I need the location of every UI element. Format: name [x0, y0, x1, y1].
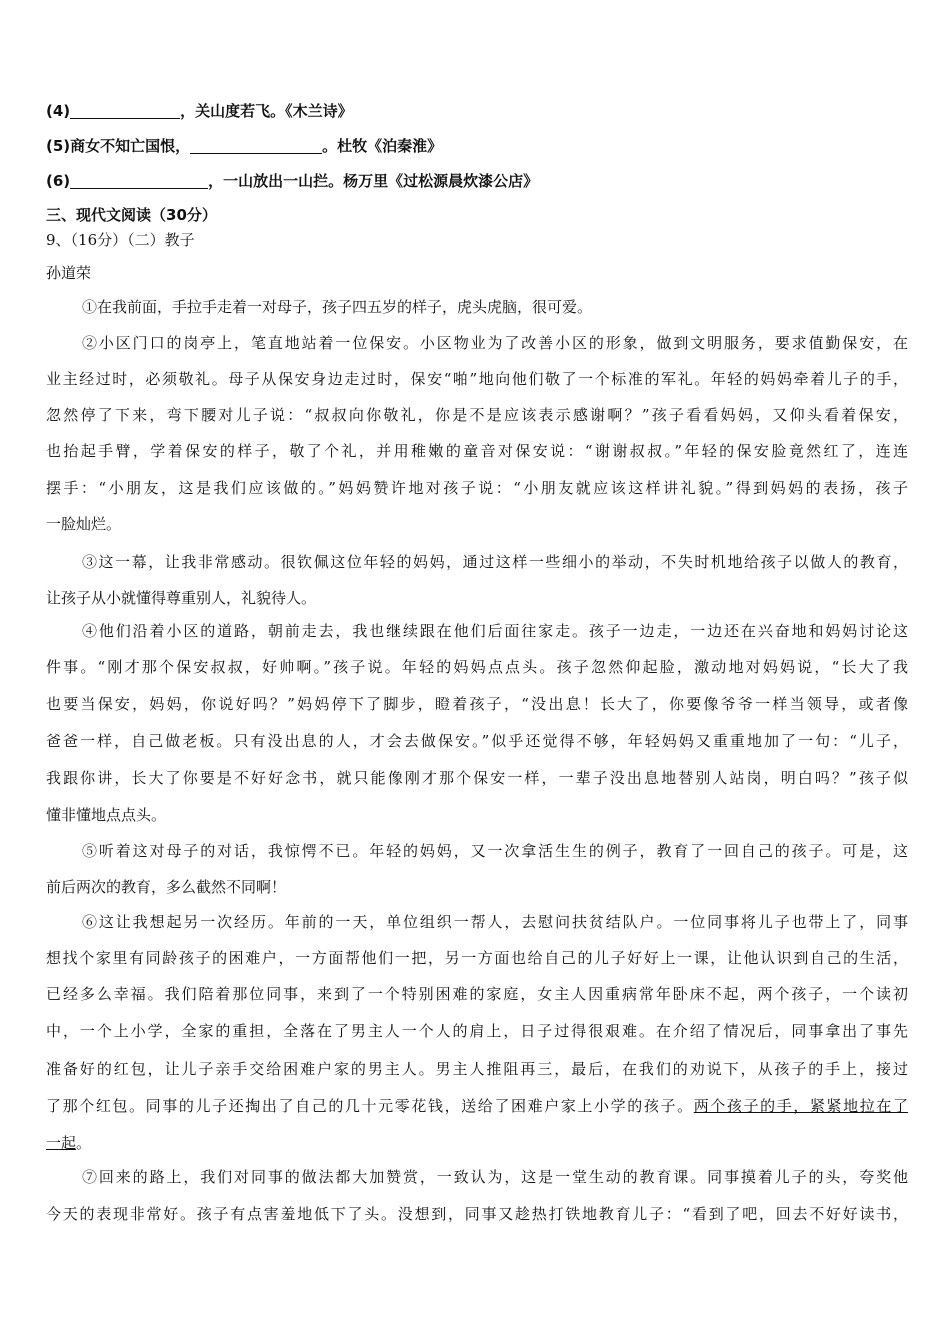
paragraph-6-line: 准备好的红包，让儿子亲手交给困难户家的男主人。男主人推阻再三，最后，在我们的劝说下，从孩子的手上，接过: [46, 1060, 908, 1078]
paragraph-4-line: 也要当保安，妈妈，你说好吗？”妈妈停下了脚步，瞪着孩子，“没出息！长大了，你要像爷爷一样当领导，或者像: [46, 695, 908, 713]
answer-blank[interactable]: [70, 172, 208, 189]
paragraph-6-line: ⑥这让我想起另一次经历。年前的一天，单位组织一帮人，去慰问扶贫结队户。一位同事将儿子也带上了，同事: [82, 913, 908, 931]
question-header: 9、（16分）（二）教子: [46, 231, 195, 249]
paragraph-2-line: 忽然停了下来，弯下腰对儿子说：“叔叔向你敬礼，你是不是应该表示感谢啊？”孩子看看妈妈，又仰头看着保安，: [46, 406, 908, 424]
paragraph-6-line: [46, 1132, 908, 1154]
question-4: [46, 100, 908, 122]
paragraph-1: ①在我前面，手拉手走着一对母子，孩子四五岁的样子，虎头虎脑，很可爱。: [82, 298, 593, 316]
paragraph-text: 。: [76, 1134, 92, 1152]
question-text: 。杜牧《泊秦淮》: [322, 137, 443, 155]
paragraph-6-line: 已经多么幸福。我们陪着那位同事，来到了一个特别困难的家庭，女主人因重病常年卧床不起，两个孩子，一个读初: [46, 985, 908, 1003]
paragraph-2-line: 摆手：“小朋友，这是我们应该做的。”妈妈赞许地对孩子说：“小朋友就应该这样讲礼貌。”得到妈妈的表扬，孩子: [46, 479, 908, 497]
paragraph-4-line: ④他们沿着小区的道路，朝前走去，我也继续跟在他们后面往家走。孩子一边走，一边还在兴奋地和妈妈讨论这: [82, 622, 908, 640]
paragraph-2-line: 业主经过时，必须敬礼。母子从保安身边走过时，保安“啪”地向他们敬了一个标准的军礼。年轻的妈妈牵着儿子的手，: [46, 370, 908, 388]
question-number: (4): [46, 102, 71, 120]
underlined-sentence: 两个孩子的手，紧紧地拉在了: [693, 1097, 908, 1115]
question-text: ，关山度若飞。《木兰诗》: [180, 102, 353, 120]
question-text: ，一山放出一山拦。杨万里《过松源晨炊漆公店》: [208, 172, 539, 190]
question-6: [46, 170, 908, 192]
paragraph-6-line: 想找个家里有同龄孩子的困难户，一方面帮他们一把，另一方面也给自己的儿子好好上一课，让他认识到自己的生活，: [46, 949, 908, 967]
paragraph-6-line: [46, 1095, 908, 1117]
paragraph-2-line: ②小区门口的岗亭上，笔直地站着一位保安。小区物业为了改善小区的形象，做到文明服务，要求值勤保安，在: [82, 334, 908, 352]
paragraph-4-line: 我跟你讲，长大了你要是不好好念书，就只能像刚才那个保安一样，一辈子没出息地替别人站岗，明白吗？”孩子似: [46, 769, 908, 787]
paragraph-5-line: 前后两次的教育，多么截然不同啊！: [46, 878, 287, 896]
section-title: 三、现代文阅读（30分）: [46, 206, 217, 224]
author: 孙道荣: [46, 264, 92, 282]
paragraph-4-line: 爸爸一样，自己做老板。只有没出息的人，才会去做保安。”似乎还觉得不够，年轻妈妈又重重地加了一句：“儿子，: [46, 732, 908, 750]
underlined-sentence: 一起: [46, 1134, 77, 1152]
paragraph-5-line: ⑤听着这对母子的对话，我惊愕不已。年轻的妈妈，又一次拿活生生的例子，教育了一回自己的孩子。可是，这: [82, 842, 908, 860]
question-5: [46, 135, 908, 157]
paragraph-7-line: 今天的表现非常好。孩子有点害羞地低下了头。没想到，同事又趁热打铁地教育儿子：“看到了吧，回去不好好读书，: [46, 1205, 908, 1223]
paragraph-4-line: 懂非懂地点点头。: [46, 806, 167, 824]
paragraph-3-line: 让孩子从小就懂得尊重别人，礼貌待人。: [46, 589, 317, 607]
answer-blank[interactable]: [70, 102, 180, 119]
paragraph-2-line: 也抬起手臂，学着保安的样子，敬了个礼，并用稚嫩的童音对保安说：“谢谢叔叔。”年轻的保安脸竟然红了，连连: [46, 442, 908, 460]
paragraph-text: 了那个红包。同事的儿子还掏出了自己的几十元零花钱，送给了困难户家上小学的孩子。: [46, 1097, 694, 1115]
paragraph-2-line: 一脸灿烂。: [46, 515, 122, 533]
paragraph-7-line: ⑦回来的路上，我们对同事的做法都大加赞赏，一致认为，这是一堂生动的教育课。同事摸着儿子的头，夸奖他: [82, 1168, 908, 1186]
question-number: (6): [46, 172, 71, 190]
question-text: (5)商女不知亡国恨，: [46, 137, 191, 155]
paragraph-3-line: ③这一幕，让我非常感动。很钦佩这位年轻的妈妈，通过这样一些细小的举动，不失时机地给孩子以做人的教育，: [82, 553, 908, 571]
paragraph-6-line: 中，一个上小学，全家的重担，全落在了男主人一个人的肩上，日子过得很艰难。在介绍了情况后，同事拿出了事先: [46, 1022, 908, 1040]
answer-blank[interactable]: [190, 137, 322, 154]
paragraph-4-line: 件事。“刚才那个保安叔叔，好帅啊。”孩子说。年轻的妈妈点点头。孩子忽然仰起脸，激动地对妈妈说，“长大了我: [46, 658, 908, 676]
